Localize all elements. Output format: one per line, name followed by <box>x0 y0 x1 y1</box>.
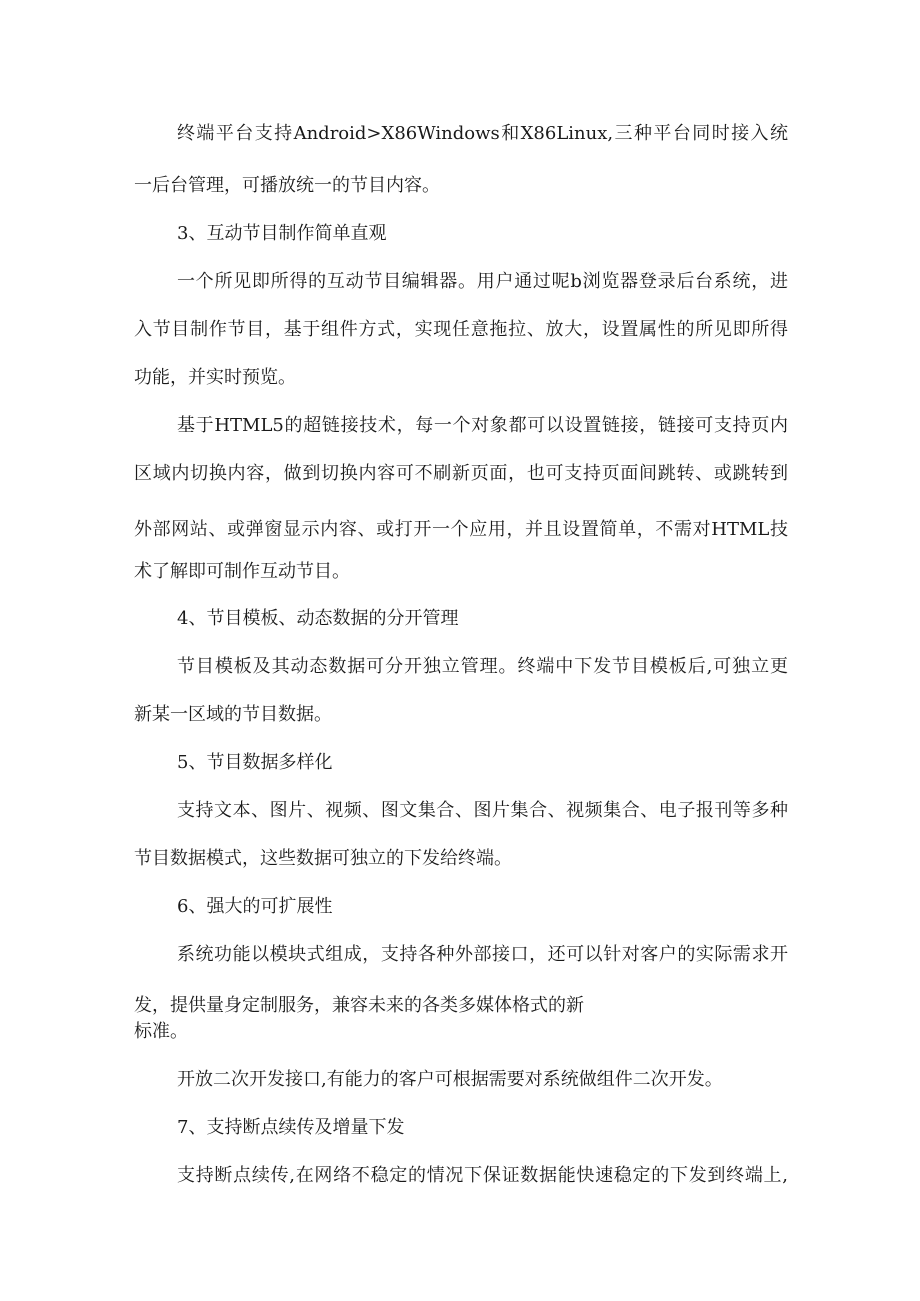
text-line: 终端平台支持Android>X86Windows和X86Linux,三种平台同时接入统 <box>177 123 788 144</box>
text-line: 发，提供量身定制服务，兼容未来的各类多媒体格式的新 <box>134 995 584 1016</box>
text-line: 支持文本、图片、视频、图文集合、图片集合、视频集合、电子报刊等多种 <box>177 800 788 821</box>
text-line: 基于HTML5的超链接技术，每一个对象都可以设置链接，链接可支持页内 <box>177 415 788 436</box>
section-heading: 5、节目数据多样化 <box>177 752 333 773</box>
text-line: 外部网站、或弹窗显示内容、或打开一个应用，并且设置简单，不需对HTML技 <box>134 519 788 540</box>
text-line: 入节目制作节目，基于组件方式，实现任意拖拉、放大，设置属性的所见即所得 <box>134 319 788 340</box>
section-heading: 4、节目模板、动态数据的分开管理 <box>177 608 459 629</box>
section-heading: 6、强大的可扩展性 <box>177 896 333 917</box>
text-line: 一个所见即所得的互动节目编辑器。用户通过呢b浏览器登录后台系统，进 <box>177 271 788 292</box>
text-line: 节目模板及其动态数据可分开独立管理。终端中下发节目模板后,可独立更 <box>177 656 788 677</box>
text-line: 区域内切换内容，做到切换内容可不刷新页面，也可支持页面间跳转、或跳转到 <box>134 463 788 484</box>
text-line: 术了解即可制作互动节目。 <box>134 561 350 582</box>
text-line: 系统功能以模块式组成，支持各种外部接口，还可以针对客户的实际需求开 <box>177 944 788 965</box>
text-line: 开放二次开发接口,有能力的客户可根据需要对系统做组件二次开发。 <box>177 1069 723 1090</box>
text-line: 节目数据模式，这些数据可独立的下发给终端。 <box>134 848 512 869</box>
text-line: 一后台管理，可播放统一的节目内容。 <box>134 175 440 196</box>
text-line: 功能，并实时预览。 <box>134 367 296 388</box>
section-heading: 3、互动节目制作简单直观 <box>177 223 387 244</box>
section-heading: 7、支持断点续传及增量下发 <box>177 1117 405 1138</box>
text-line: 标准。 <box>134 1021 188 1042</box>
text-line: 新某一区域的节目数据。 <box>134 704 332 725</box>
text-line: 支持断点续传,在网络不稳定的情况下保证数据能快速稳定的下发到终端上, <box>177 1165 788 1186</box>
